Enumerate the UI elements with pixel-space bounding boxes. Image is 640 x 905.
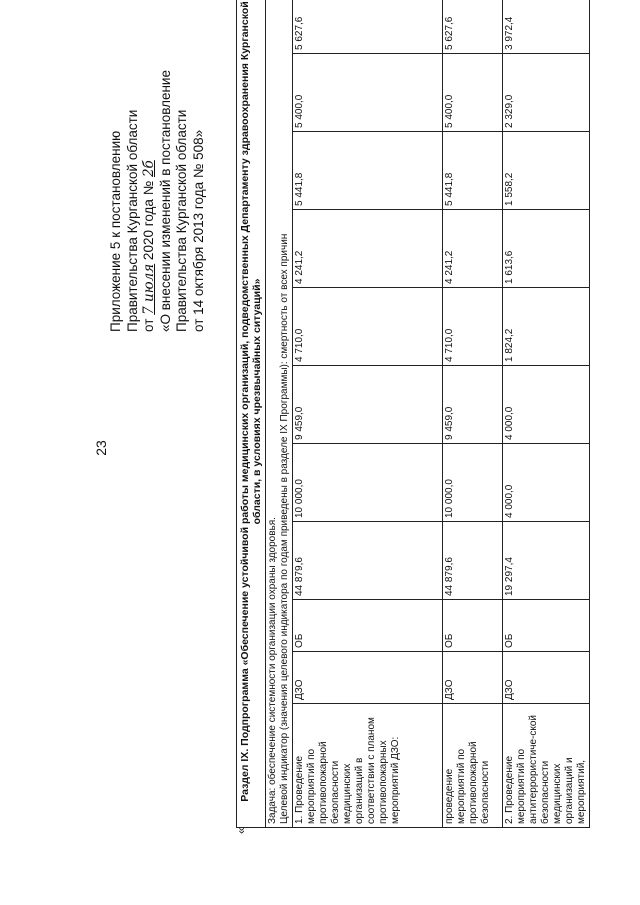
value-cell: 44 879,6 bbox=[293, 522, 443, 600]
appendix-line-5: Правительства Курганской области bbox=[174, 109, 189, 332]
value-cell: 5 627,6 bbox=[443, 0, 503, 54]
activity-name: 1. Проведение мероприятий по противопожарной безопасности медицинских организаций в соответствии с планом противопожарных мероприятий ДЗО: bbox=[293, 704, 443, 828]
value-cell: 5 400,0 bbox=[293, 54, 443, 132]
appendix-year: 2020 года № bbox=[141, 180, 156, 261]
source-cell: ОБ bbox=[293, 600, 443, 652]
activity-name: проведение мероприятий по противопожарной безопасности bbox=[443, 704, 503, 828]
value-cell: 10 000,0 bbox=[293, 444, 443, 522]
value-cell: 4 000,0 bbox=[503, 444, 590, 522]
value-cell: 4 710,0 bbox=[293, 288, 443, 366]
appendix-from: от bbox=[141, 318, 156, 332]
value-cell: 1 558,2 bbox=[503, 132, 590, 210]
value-cell: 9 459,0 bbox=[443, 366, 503, 444]
handwritten-number: 2б bbox=[141, 160, 157, 178]
appendix-line-4: «О внесении изменений в постановление bbox=[157, 70, 173, 332]
appendix-line-2: Правительства Курганской области bbox=[124, 109, 140, 332]
source-cell: ОБ bbox=[443, 600, 503, 652]
table-row bbox=[293, 0, 443, 828]
value-cell: 4 241,2 bbox=[443, 210, 503, 288]
value-cell: 9 459,0 bbox=[293, 366, 443, 444]
indicator-text: Целевой индикатор (значения целевого индикатора по годам приведены в разделе IX Программы): смертность от всех причин bbox=[279, 233, 290, 824]
task-row bbox=[266, 0, 293, 828]
opening-quote: « bbox=[234, 827, 248, 834]
program-table-block bbox=[234, 1, 590, 834]
appendix-line-1: Приложение 5 к постановлению bbox=[108, 130, 123, 332]
value-cell: 5 627,6 bbox=[293, 0, 443, 54]
table-row bbox=[443, 0, 503, 828]
value-cell: 19 297,4 bbox=[503, 522, 590, 600]
value-cell: 4 710,0 bbox=[443, 288, 503, 366]
value-cell: 5 441,8 bbox=[443, 132, 503, 210]
activity-name: 2. Проведение мероприятий по антитеррористиче-ской безопасности медицинских организаций и мероприятий, bbox=[503, 704, 590, 828]
page-number: 23 bbox=[93, 440, 109, 456]
value-cell: 5 400,0 bbox=[443, 54, 503, 132]
source-cell: ОБ bbox=[503, 600, 590, 652]
section-title: Раздел IX. Подпрограмма «Обеспечение устойчивой работы медицинских организаций, подведомственных Департаменту здравоохранения Курганской области, в условиях чрезвычайных ситуаций» bbox=[237, 0, 266, 828]
appendix-line-6: от 14 октября 2013 года № 508» bbox=[190, 129, 206, 332]
value-cell: 2 329,0 bbox=[503, 54, 590, 132]
value-cell: 3 972,4 bbox=[503, 0, 590, 54]
value-cell: 4 241,2 bbox=[293, 210, 443, 288]
appendix-header bbox=[108, 32, 207, 332]
table-row bbox=[503, 0, 590, 828]
value-cell: 10 000,0 bbox=[443, 444, 503, 522]
value-cell: 44 879,6 bbox=[443, 522, 503, 600]
value-cell: 1 824,2 bbox=[503, 288, 590, 366]
task-text: Задача: обеспечение системности организации охраны здоровья. bbox=[267, 517, 278, 824]
executor-cell: ДЗО bbox=[293, 652, 443, 704]
value-cell: 4 000,0 bbox=[503, 366, 590, 444]
value-cell: 5 441,8 bbox=[293, 132, 443, 210]
value-cell: 1 613,6 bbox=[503, 210, 590, 288]
appendix-line-3 bbox=[141, 32, 158, 332]
executor-cell: ДЗО bbox=[503, 652, 590, 704]
executor-cell: ДЗО bbox=[443, 652, 503, 704]
program-table bbox=[236, 0, 590, 828]
handwritten-date: 7 июля bbox=[141, 263, 157, 315]
